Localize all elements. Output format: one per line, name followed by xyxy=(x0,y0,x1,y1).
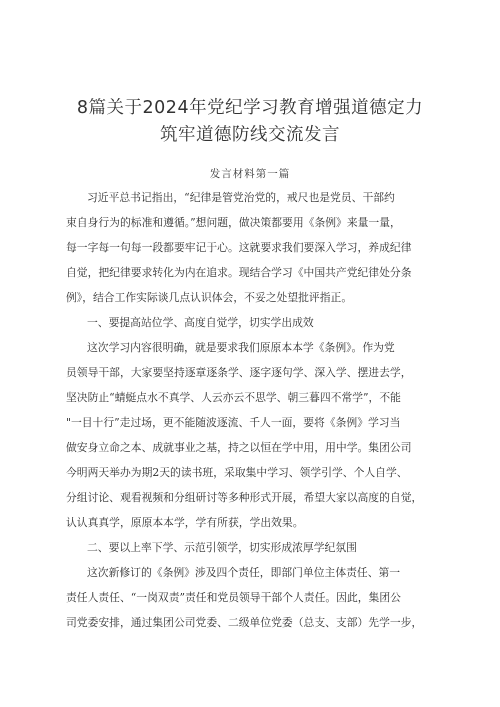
body-line: 束自身行为的标准和遵循。”想问题，做决策都要用《条例》来量一量， xyxy=(66,216,401,229)
body-line: 习近平总书记指出，“纪律是管党治党的，戒尺也是党员、干部约 xyxy=(87,191,395,204)
document-title-line-1: 8篇关于2024年党纪学习教育增强道德定力 xyxy=(76,98,424,118)
document-subtitle: 发言材料第一篇 xyxy=(209,168,291,180)
body-line: 司党委安排，通过集团公司党委、二级单位党委（总支、支部）先学一步， xyxy=(66,616,423,629)
body-line: 自觉，把纪律要求转化为内在追求。现结合学习《中国共产党纪律处分条 xyxy=(66,266,412,279)
body-line: 员领导干部，大家要坚持逐章逐条学、逐字逐句学、深入学、摆进去学， xyxy=(66,366,412,379)
body-line: 坚决防止“蜻蜓点水不真学、人云亦云不思学、朝三暮四不常学”，不能 xyxy=(66,391,401,404)
section-heading: 一、要提高站位学、高度自觉学，切实学出成效 xyxy=(87,316,314,329)
section-heading: 二、要以上率下学、示范引领学，切实形成浓厚学纪氛围 xyxy=(87,541,357,554)
body-line: 例》，结合工作实际谈几点认识体会，不妥之处望批评指正。 xyxy=(66,291,353,304)
body-line: 认认真真学，原原本本学，学有所获，学出效果。 xyxy=(66,516,304,529)
body-line: 今明两天举办为期2天的读书班，采取集中学习、领学引学、个人自学、 xyxy=(66,466,408,479)
body-line: 每一字每一句每一段都要牢记于心。这就要求我们要深入学习，养成纪律 xyxy=(66,241,412,254)
body-line: 分组讨论、观看视频和分组研讨等多种形式开展，希望大家以高度的自觉， xyxy=(66,491,423,504)
body-line: 做安身立命之本、成就事业之基，持之以恒在学中用，用中学。集团公司 xyxy=(66,441,412,454)
body-line: 这次学习内容很明确，就是要求我们原原本本学《条例》。作为党 xyxy=(87,341,395,354)
document-title-line-2: 筑牢道德防线交流发言 xyxy=(160,125,340,145)
body-line: "一目十行”走过场，更不能随波逐流、千人一面，要将《条例》学习当 xyxy=(66,416,401,429)
body-line: 这次新修订的《条例》涉及四个责任，即部门单位主体责任、第一 xyxy=(87,566,401,579)
body-line: 责任人责任、“一岗双责”责任和党员领导干部个人责任。因此，集团公 xyxy=(66,591,401,604)
